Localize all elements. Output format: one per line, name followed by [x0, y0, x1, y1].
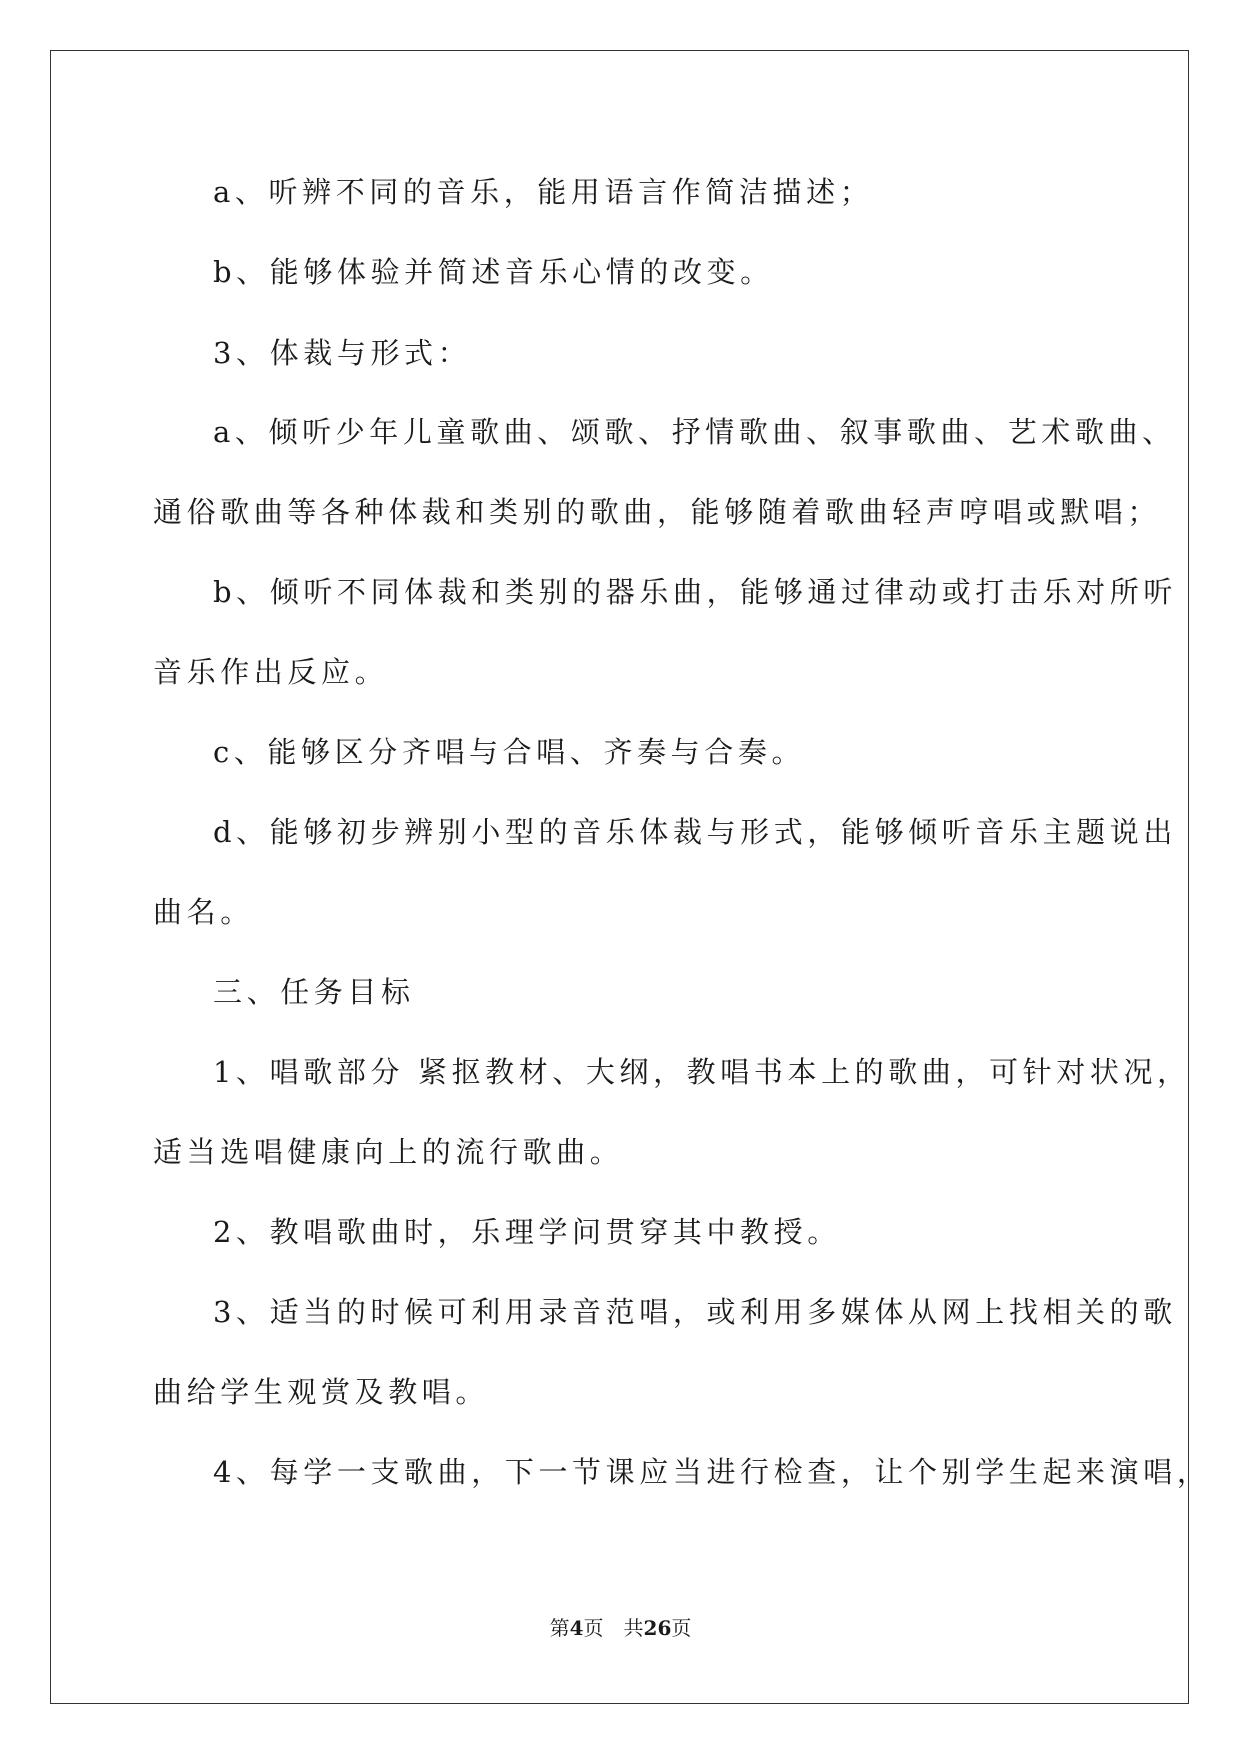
paragraph-line: 4、每学一支歌曲，下一节课应当进行检查，让个别学生起来演唱， — [213, 1455, 1211, 1489]
section-heading: 3、体裁与形式： — [213, 336, 472, 370]
footer-prefix: 第 — [549, 1616, 570, 1640]
footer-mid: 页 共 — [583, 1616, 644, 1640]
paragraph-line: 2、教唱歌曲时，乐理学问贯穿其中教授。 — [213, 1215, 841, 1249]
paragraph-line: b、倾听不同体裁和类别的器乐曲，能够通过律动或打击乐对所听 — [213, 575, 1177, 609]
paragraph-line: c、能够区分齐唱与合唱、齐奏与合奏。 — [213, 735, 806, 769]
paragraph-line: 曲名。 — [153, 895, 254, 929]
paragraph-line: 1、唱歌部分 紧抠教材、大纲，教唱书本上的歌曲，可针对状况， — [213, 1055, 1191, 1089]
paragraph-line: d、能够初步辨别小型的音乐体裁与形式，能够倾听音乐主题说出 — [213, 815, 1177, 849]
section-heading: 三、任务目标 — [213, 975, 415, 1009]
paragraph-line: 音乐作出反应。 — [153, 655, 389, 689]
paragraph-line: a、听辨不同的音乐，能用语言作简洁描述； — [213, 175, 874, 209]
paragraph-line: 通俗歌曲等各种体裁和类别的歌曲，能够随着歌曲轻声哼唱或默唱； — [153, 495, 1162, 529]
paragraph-line: 适当选唱健康向上的流行歌曲。 — [153, 1135, 624, 1169]
paragraph-line: a、倾听少年儿童歌曲、颂歌、抒情歌曲、叙事歌曲、艺术歌曲、 — [213, 415, 1176, 449]
paragraph-line: 3、适当的时候可利用录音范唱，或利用多媒体从网上找相关的歌 — [213, 1295, 1177, 1329]
paragraph-line: 曲给学生观赏及教唱。 — [153, 1375, 490, 1409]
page-number: 4 — [569, 1616, 584, 1640]
total-pages: 26 — [643, 1616, 672, 1640]
page-footer — [0, 1612, 1241, 1641]
footer-suffix: 页 — [671, 1616, 692, 1640]
paragraph-line: b、能够体验并简述音乐心情的改变。 — [213, 255, 774, 289]
